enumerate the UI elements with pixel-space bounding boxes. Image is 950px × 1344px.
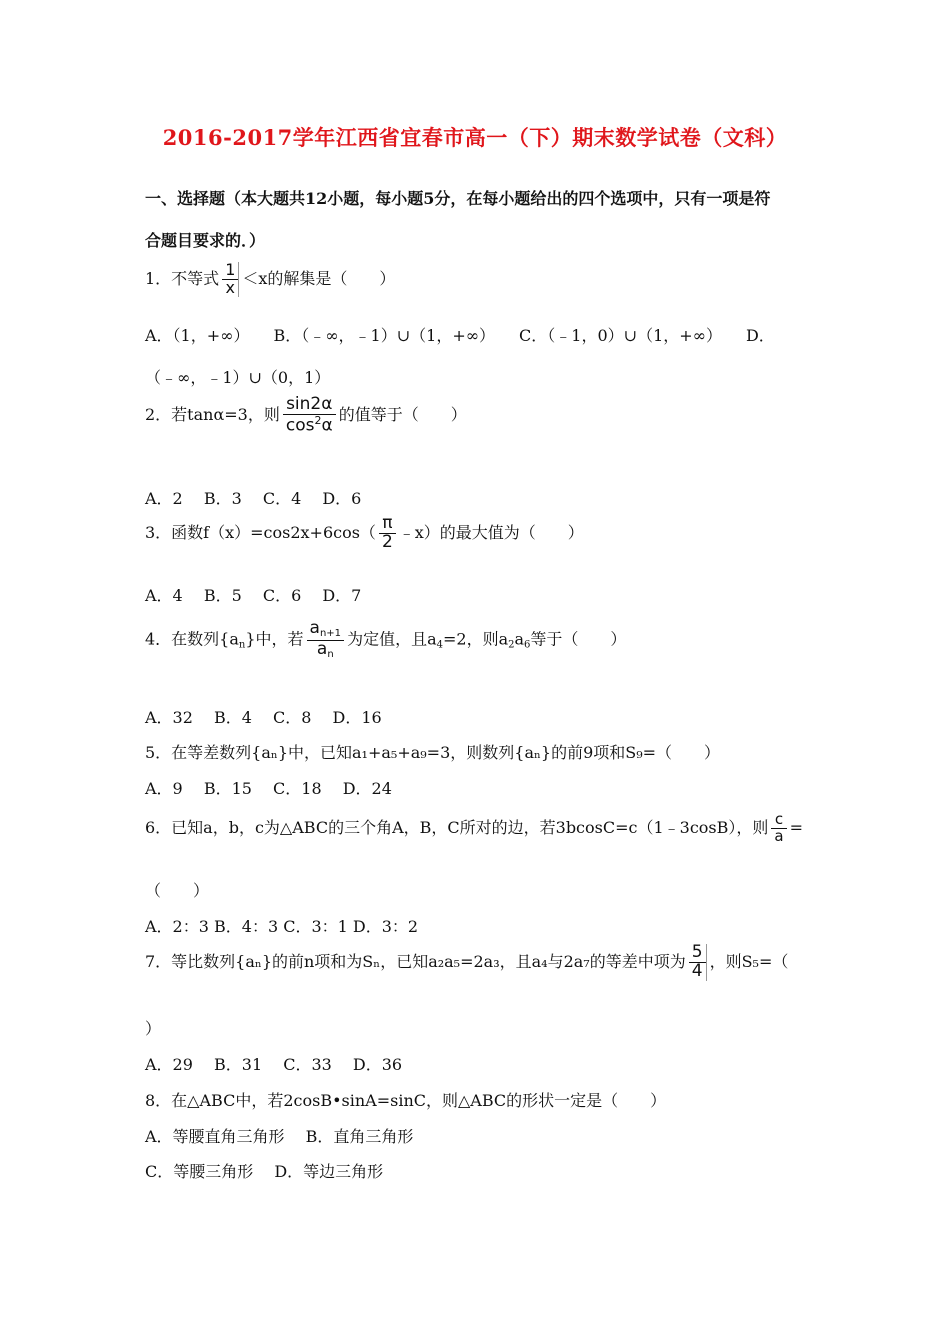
q2-den-exponent: 2 [314,413,322,427]
q4-stem-part1: 4．在数列{a [145,629,239,649]
q6-stem-start: 6．已知a，b，c为△ABC的三个角A，B，C所对的边，若3bcosC=c（1﹣3cosB），则 [145,817,769,837]
q2-stem-end: 的值等于（ ） [338,405,467,425]
question-4 [145,620,626,660]
q4-options: A．32 B．4 C．8 D．16 [145,708,382,727]
q8-options-line2: C．等腰三角形 D．等边三角形 [145,1162,384,1181]
q6-stem-end: = [789,817,804,837]
question-8: 8．在△ABC中，若2cosB•sinA=sinC，则△ABC的形状一定是（ ） [145,1091,667,1110]
question-5: 5．在等差数列{aₙ}中，已知a₁+a₅+a₉=3，则数列{aₙ}的前9项和S₉=（ ） [145,743,721,762]
q4-subscript-n: n [238,639,246,651]
q4-stem-part3: 为定值，且a [347,629,437,649]
q4-subscript-4: 4 [436,639,443,651]
q1-fraction-numerator: 1 [225,260,236,279]
q4-fraction [307,620,345,660]
section-heading-line2: 合题目要求的．） [145,231,266,250]
q2-options: A．2 B．3 C．4 D．6 [145,489,362,508]
q3-options: A．4 B．5 C．6 D．7 [145,586,362,605]
q8-options-line1: A．等腰直角三角形 B．直角三角形 [145,1127,414,1146]
q6-stem-line2: （ ） [145,881,210,900]
q3-fraction-denominator: 2 [379,533,396,552]
q7-fraction-denominator: 4 [689,962,706,981]
q3-fraction-numerator: π [382,513,393,533]
q1-options-line1: A．（1，+∞） B．（﹣∞，﹣1）∪（1，+∞） C．（﹣1，0）∪（1，+∞） D． [145,326,775,345]
question-3 [145,515,584,552]
q2-fraction-denominator [283,414,336,436]
q3-stem-start: 3．函数f（x）=cos2x+6cos（ [145,522,376,542]
q4-stem-part4: =2，则a [442,629,509,649]
q7-options: A．29 B．31 C．33 D．36 [145,1055,403,1074]
q6-fraction-denominator: a [771,828,786,845]
q7-fraction-numerator: 5 [691,942,703,962]
q5-options: A．9 B．15 C．18 D．24 [145,779,392,798]
q4-stem-part2: }中，若 [245,629,304,649]
q3-stem-end: ﹣x）的最大值为（ ） [398,522,584,542]
q2-den-cos: cos [285,415,315,436]
q1-options-line2: （﹣∞，﹣1）∪（0，1） [145,368,331,387]
q7-fraction [689,944,707,981]
q4-stem-part5: a [514,629,525,649]
q7-stem-end: ，则S₅=（ [709,951,789,971]
q4-den-a: a [316,638,328,659]
q1-stem-start: 1．不等式 [145,268,220,288]
q2-fraction [283,396,336,435]
q4-den-subscript: n [327,648,334,660]
page-title: 2016-2017学年江西省宜春市高一（下）期末数学试卷（文科） [162,125,788,150]
question-2 [145,396,467,435]
question-7 [145,944,788,981]
section-heading-line1: 一、选择题（本大题共12小题，每小题5分，在每小题给出的四个选项中，只有一项是符 [145,189,771,208]
q2-den-alpha: α [321,415,333,436]
q4-num-a: a [309,618,320,638]
q7-stem-start: 7．等比数列{aₙ}的前n项和为Sₙ，已知a₂a₅=2a₃，且a₄与2a₇的等差中项为 [145,951,686,971]
q6-options: A．2：3 B．4：3 C．3：1 D．3：2 [145,917,419,936]
q3-fraction [379,515,396,552]
q7-stem-line2: ） [145,1019,162,1038]
question-1 [145,262,395,297]
q6-fraction [771,812,786,845]
question-6 [145,812,803,845]
q4-subscript-2: 2 [508,639,515,651]
q1-fraction [222,262,239,297]
q4-fraction-numerator [307,620,345,640]
q6-fraction-numerator: c [774,810,784,828]
q1-stem-end: ＜x的解集是（ ） [242,268,396,288]
q1-fraction-denominator: x [222,279,238,297]
q4-num-subscript: n+1 [319,628,342,639]
q4-stem-end: 等于（ ） [530,629,627,649]
q2-stem-start: 2．若tanα=3，则 [145,405,280,425]
q4-fraction-denominator [307,640,345,661]
q2-fraction-numerator: sin2α [286,394,333,414]
q4-subscript-6: 6 [524,639,531,651]
